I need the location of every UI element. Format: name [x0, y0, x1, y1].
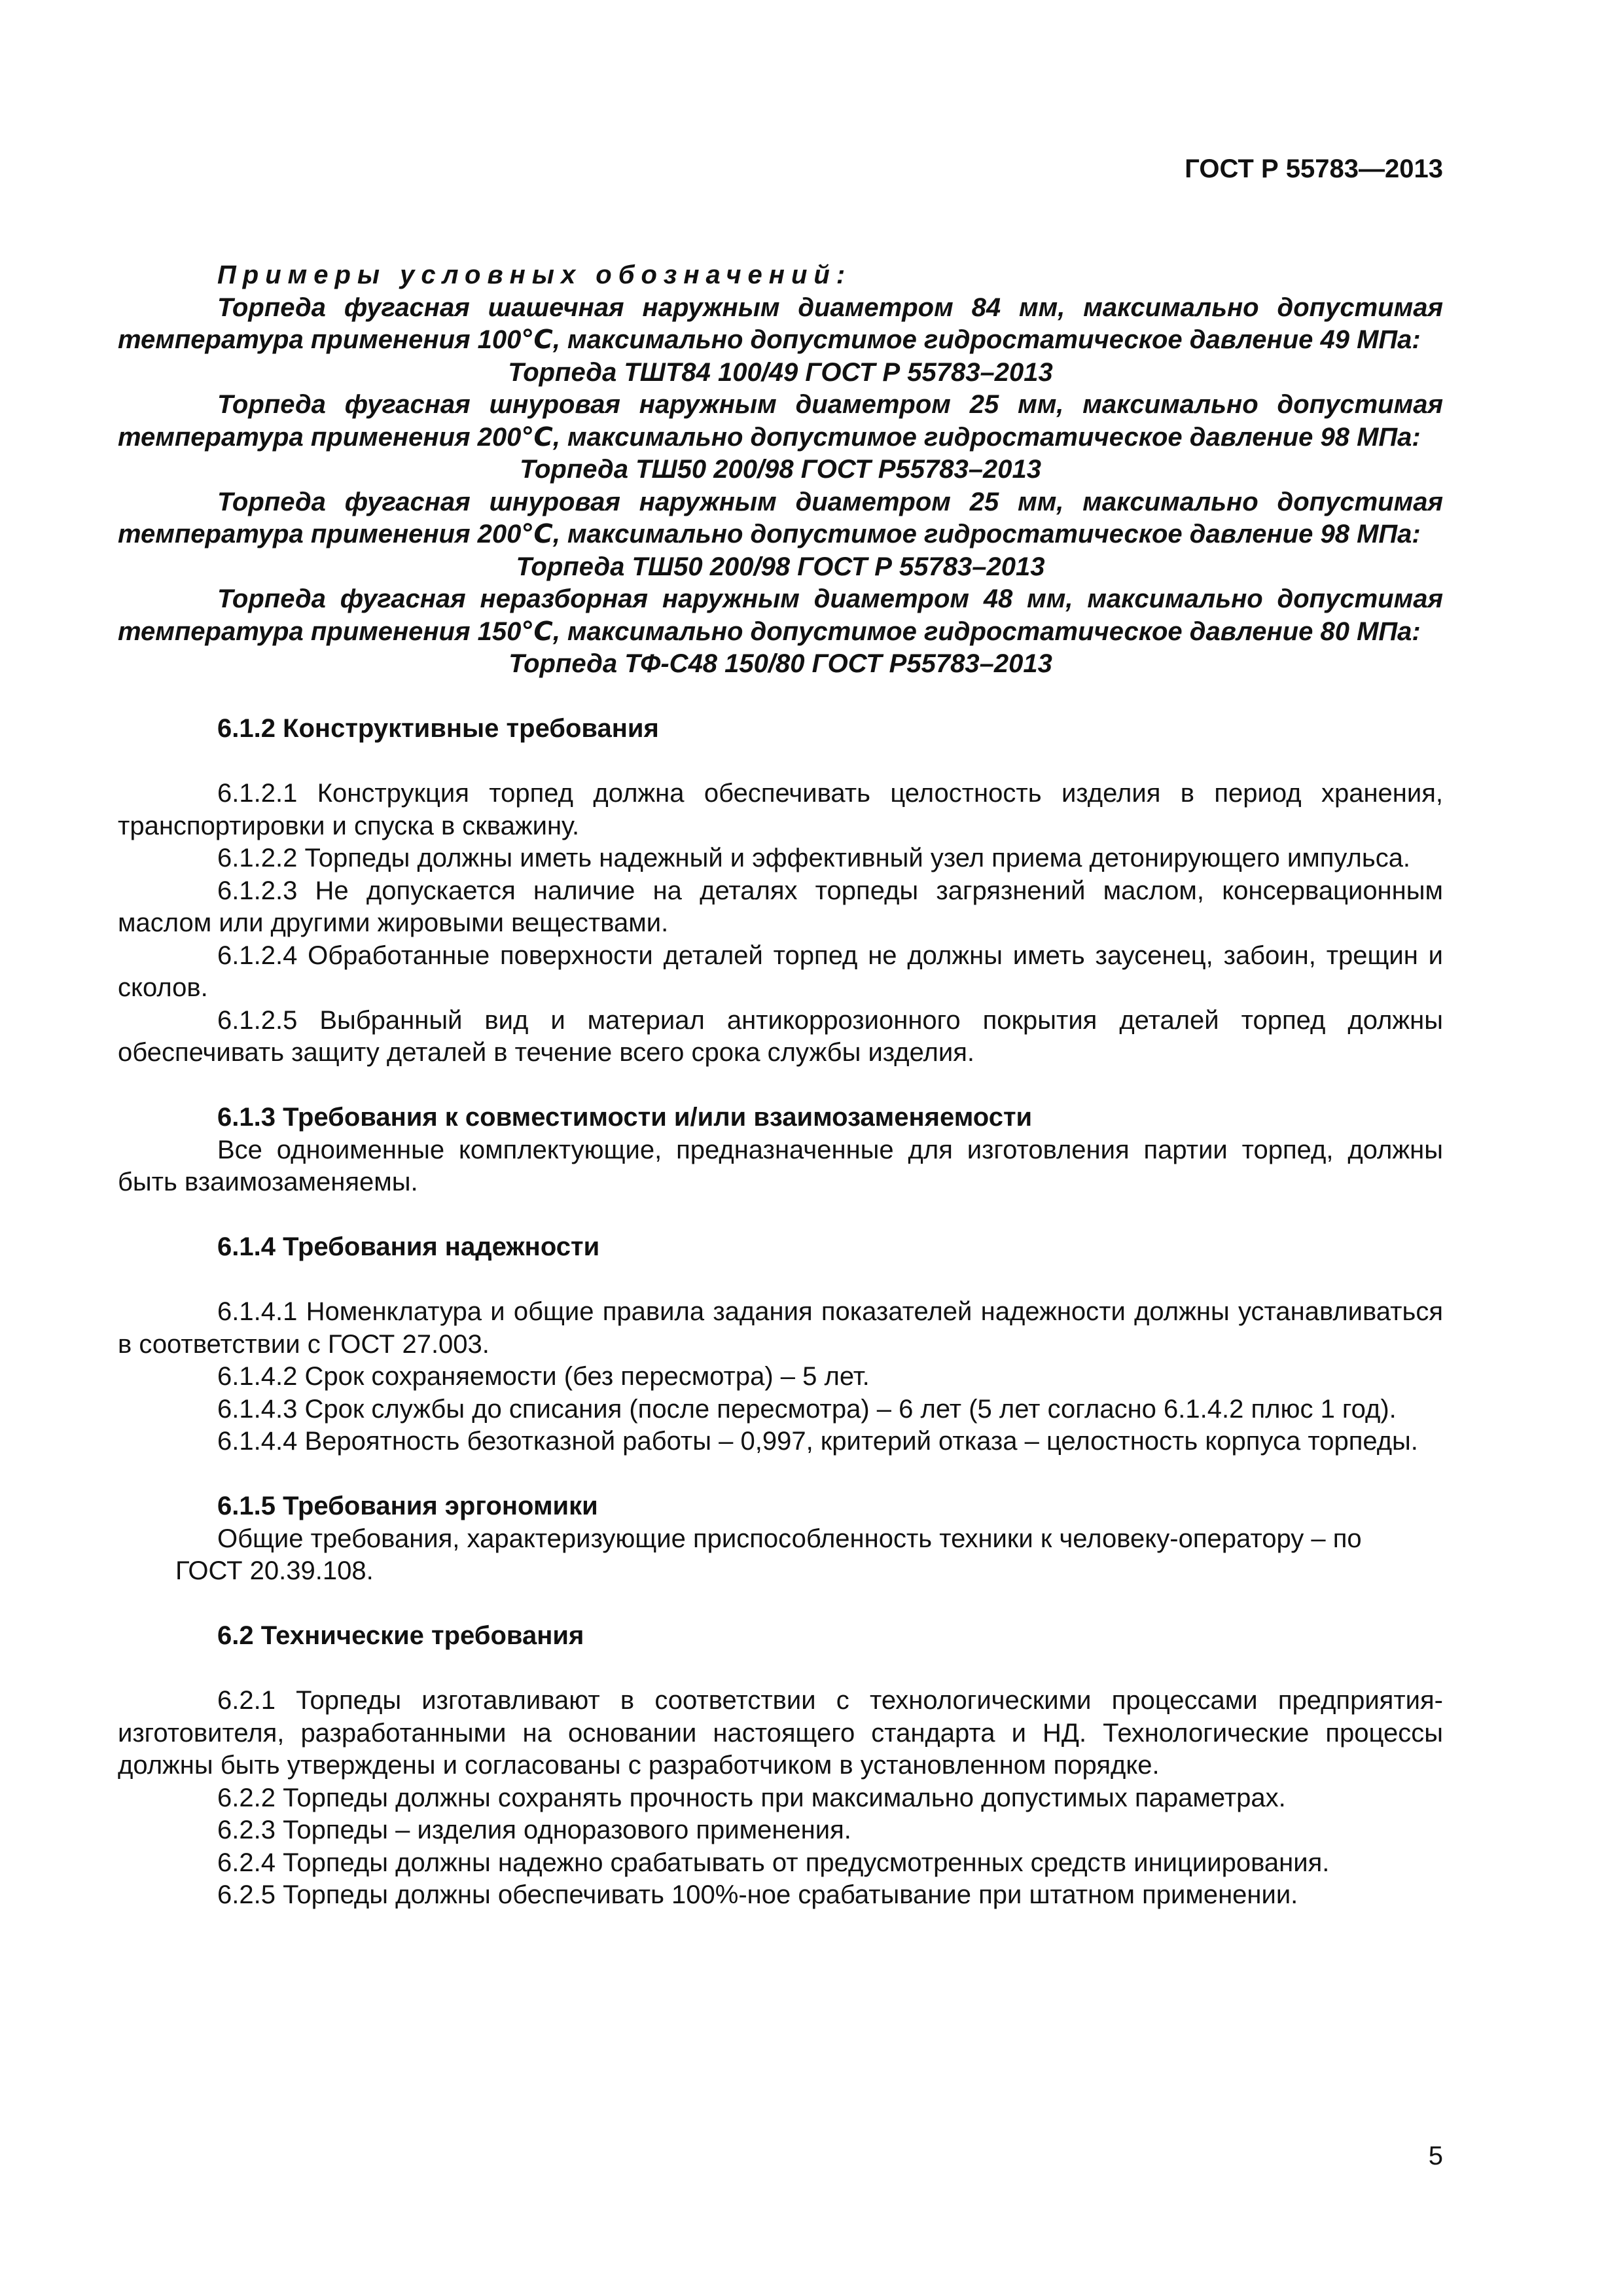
section-heading: 6.1.2 Конструктивные требования — [217, 714, 659, 743]
section-6-2 — [118, 1620, 1443, 1912]
paragraph: 6.2.4 Торпеды должны надежно срабатывать от предусмотренных средств инициирования. — [217, 1848, 1330, 1877]
paragraph: 6.2.5 Торпеды должны обеспечивать 100%-ное срабатывание при штатном применении. — [217, 1880, 1298, 1909]
section-6-1-4 — [118, 1231, 1443, 1458]
paragraph-line: Общие требования, характеризующие приспособленность техники к человеку-оператору – по — [217, 1524, 1362, 1553]
example-text: Торпеда фугасная неразборная наружным диаметром 48 мм, максимально допустимая температура применения 150℃, максимально допустимое гидростатическое давление 80 МПа: — [118, 584, 1443, 646]
section-6-1-5 — [118, 1490, 1443, 1588]
section-heading: 6.2 Технические требования — [217, 1621, 584, 1650]
paragraph: 6.1.2.3 Не допускается наличие на деталях торпеды загрязнений маслом, консервационным маслом или другими жировыми веществами. — [118, 876, 1443, 937]
paragraph: 6.1.4.1 Номенклатура и общие правила задания показателей надежности должны устанавливаться в соответствии с ГОСТ 27.003. — [118, 1297, 1443, 1359]
example-text: Торпеда фугасная шнуровая наружным диаметром 25 мм, максимально допустимая температура применения 200℃, максимально допустимое гидростатическое давление 98 МПа: — [118, 390, 1443, 452]
document-id: ГОСТ Р 55783—2013 — [1185, 154, 1443, 183]
paragraph: Все одноименные комплектующие, предназначенные для изготовления партии торпед, должны быть взаимозаменяемы. — [118, 1135, 1443, 1196]
examples-title: Примеры условных обозначений: — [217, 260, 852, 289]
page-content — [118, 259, 1443, 1912]
paragraph: 6.1.4.4 Вероятность безотказной работы – 0,997, критерий отказа – целостность корпуса торпеды. — [217, 1427, 1418, 1456]
section-heading: 6.1.3 Требования к совместимости и/или взаимозаменяемости — [217, 1103, 1033, 1132]
section-heading: 6.1.5 Требования эргономики — [217, 1492, 598, 1520]
examples-section — [118, 259, 1443, 681]
document-header — [118, 154, 1443, 184]
example-text: Торпеда фугасная шашечная наружным диаметром 84 мм, максимально допустимая температура применения 100℃, максимально допустимое гидростатическое давление 49 МПа: — [118, 293, 1443, 354]
section-6-1-2 — [118, 713, 1443, 1069]
paragraph: 6.1.4.2 Срок сохраняемости (без пересмотра) – 5 лет. — [217, 1362, 870, 1391]
page-footer — [1429, 2142, 1443, 2171]
example-designation: Торпеда ТШ50 200/98 ГОСТ Р 55783–2013 — [516, 552, 1045, 581]
paragraph: 6.2.2 Торпеды должны сохранять прочность при максимально допустимых параметрах. — [217, 1783, 1286, 1812]
section-6-1-3 — [118, 1102, 1443, 1199]
page-number: 5 — [1428, 2142, 1443, 2170]
paragraph-line: ГОСТ 20.39.108. — [175, 1556, 374, 1585]
paragraph: 6.1.2.5 Выбранный вид и материал антикоррозионного покрытия деталей торпед должны обеспечивать защиту деталей в течение всего срока службы изделия. — [118, 1005, 1443, 1067]
paragraph: 6.1.2.2 Торпеды должны иметь надежный и эффективный узел приема детонирующего импульса. — [217, 844, 1411, 872]
example-designation: Торпеда ТШ50 200/98 ГОСТ Р55783–2013 — [520, 455, 1041, 484]
example-text: Торпеда фугасная шнуровая наружным диаметром 25 мм, максимально допустимая температура применения 200℃, максимально допустимое гидростатическое давление 98 МПа: — [118, 487, 1443, 548]
example-designation: Торпеда ТФ-С48 150/80 ГОСТ Р55783–2013 — [508, 649, 1052, 678]
paragraph: 6.2.1 Торпеды изготавливают в соответствии с технологическими процессами предприятия-изготовителя, разработанными на основании настоящего стандарта и НД. Технологические процессы должны быть утверждены и согласованы с разработчиком в установленном порядке. — [118, 1686, 1443, 1780]
paragraph: 6.2.3 Торпеды – изделия одноразового применения. — [217, 1816, 851, 1844]
paragraph: 6.1.2.4 Обработанные поверхности деталей торпед не должны иметь заусенец, забоин, трещин и сколов. — [118, 941, 1443, 1002]
section-heading: 6.1.4 Требования надежности — [217, 1232, 600, 1261]
paragraph: 6.1.4.3 Срок службы до списания (после пересмотра) – 6 лет (5 лет согласно 6.1.4.2 плюс 1 год). — [217, 1394, 1397, 1424]
paragraph: 6.1.2.1 Конструкция торпед должна обеспечивать целостность изделия в период хранения, транспортировки и спуска в скважину. — [118, 779, 1443, 840]
example-designation: Торпеда ТШТ84 100/49 ГОСТ Р 55783–2013 — [508, 357, 1053, 387]
